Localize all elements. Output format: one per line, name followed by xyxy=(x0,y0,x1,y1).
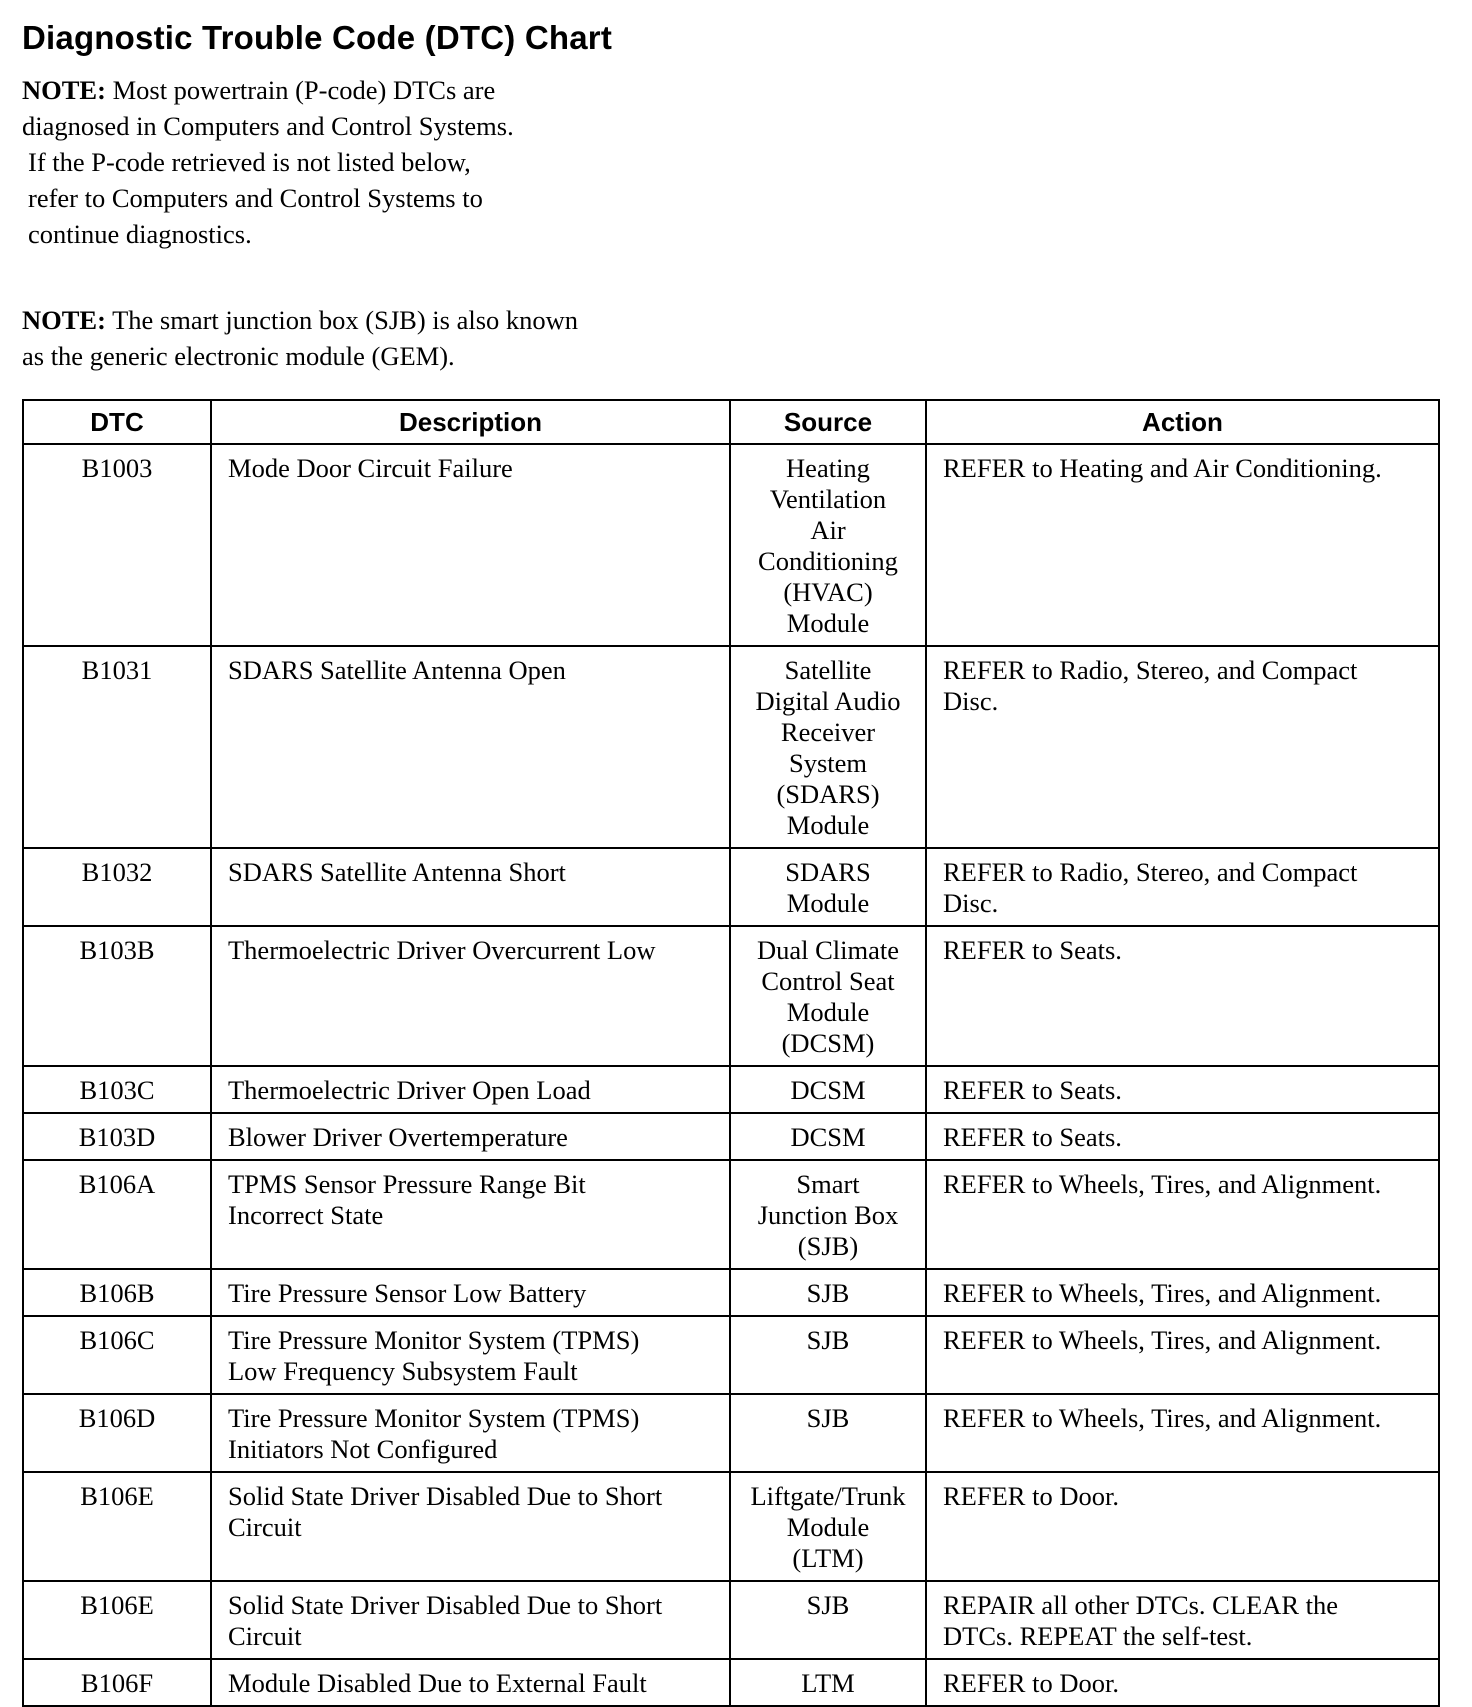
description-line: Blower Driver Overtemperature xyxy=(228,1122,568,1152)
source-line: (DCSM) xyxy=(781,1028,875,1058)
source-line: Module xyxy=(786,1512,870,1542)
action-line: REFER to Heating and Air Conditioning. xyxy=(943,453,1382,483)
source-cell xyxy=(730,1160,926,1269)
source-line: Module xyxy=(786,997,870,1027)
table-row xyxy=(23,848,1439,926)
action-line: REFER to Wheels, Tires, and Alignment. xyxy=(943,1278,1382,1308)
description-cell xyxy=(211,1581,730,1659)
source-line: (SJB) xyxy=(797,1231,859,1261)
action-cell xyxy=(926,1394,1439,1472)
source-line: Smart xyxy=(796,1169,860,1199)
description-line: Low Frequency Subsystem Fault xyxy=(228,1356,578,1386)
dtc-code-cell: B106F xyxy=(23,1659,211,1706)
source-line: DCSM xyxy=(790,1122,866,1152)
action-cell xyxy=(926,1472,1439,1581)
description-line: Solid State Driver Disabled Due to Short xyxy=(228,1481,663,1511)
source-cell xyxy=(730,1394,926,1472)
table-row xyxy=(23,1472,1439,1581)
action-line: REFER to Door. xyxy=(943,1668,1119,1698)
table-row xyxy=(23,1316,1439,1394)
source-line: Dual Climate xyxy=(756,935,900,965)
description-cell xyxy=(211,1659,730,1706)
action-cell xyxy=(926,1269,1439,1316)
dtc-table xyxy=(22,399,1440,1707)
note-text-line: The smart junction box (SJB) is also known xyxy=(112,305,579,335)
table-row xyxy=(23,1066,1439,1113)
action-line: REFER to Radio, Stereo, and Compact xyxy=(943,655,1358,685)
description-line: Incorrect State xyxy=(228,1200,384,1230)
source-line: Junction Box xyxy=(757,1200,899,1230)
note-label: NOTE: xyxy=(22,75,106,105)
dtc-code-cell: B106D xyxy=(23,1394,211,1472)
action-line: REFER to Wheels, Tires, and Alignment. xyxy=(943,1325,1382,1355)
dtc-code-cell: B103B xyxy=(23,926,211,1066)
description-line: Circuit xyxy=(228,1621,302,1651)
source-cell xyxy=(730,1066,926,1113)
action-cell xyxy=(926,1581,1439,1659)
dtc-code-cell: B1032 xyxy=(23,848,211,926)
description-line: Solid State Driver Disabled Due to Short xyxy=(228,1590,663,1620)
action-cell xyxy=(926,1160,1439,1269)
source-line: (HVAC) xyxy=(783,577,873,607)
source-line: Heating xyxy=(786,453,870,483)
description-line: Tire Pressure Monitor System (TPMS) xyxy=(228,1325,640,1355)
table-row xyxy=(23,1160,1439,1269)
action-line: REFER to Seats. xyxy=(943,1122,1122,1152)
action-cell xyxy=(926,646,1439,848)
table-body xyxy=(23,444,1439,1706)
description-line: Thermoelectric Driver Open Load xyxy=(228,1075,591,1105)
description-cell xyxy=(211,1113,730,1160)
source-cell xyxy=(730,848,926,926)
dtc-code-cell: B106B xyxy=(23,1269,211,1316)
dtc-code-cell: B106A xyxy=(23,1160,211,1269)
action-cell xyxy=(926,1659,1439,1706)
description-line: SDARS Satellite Antenna Short xyxy=(228,857,566,887)
description-line: Tire Pressure Sensor Low Battery xyxy=(228,1278,587,1308)
dtc-code-cell: B106E xyxy=(23,1581,211,1659)
description-line: SDARS Satellite Antenna Open xyxy=(228,655,566,685)
source-line: Receiver xyxy=(780,717,876,747)
source-cell xyxy=(730,1581,926,1659)
source-line: SJB xyxy=(806,1278,850,1308)
source-line: Digital Audio xyxy=(755,686,901,716)
description-cell xyxy=(211,646,730,848)
dtc-code-cell: B103C xyxy=(23,1066,211,1113)
table-row xyxy=(23,444,1439,646)
source-line: SJB xyxy=(806,1403,850,1433)
table-header-row xyxy=(23,400,1439,444)
source-line: Module xyxy=(786,810,870,840)
source-cell xyxy=(730,1659,926,1706)
table-row xyxy=(23,1659,1439,1706)
action-line: REFER to Radio, Stereo, and Compact xyxy=(943,857,1358,887)
description-cell xyxy=(211,1394,730,1472)
note-text-line: refer to Computers and Control Systems to xyxy=(28,183,483,213)
description-cell xyxy=(211,926,730,1066)
source-line: Satellite xyxy=(784,655,872,685)
action-cell xyxy=(926,926,1439,1066)
source-line: SJB xyxy=(806,1590,850,1620)
source-line: Air xyxy=(810,515,846,545)
note-text-line: Most powertrain (P-code) DTCs are xyxy=(112,75,496,105)
action-line: REFER to Seats. xyxy=(943,935,1122,965)
action-cell xyxy=(926,848,1439,926)
column-header-source: Source xyxy=(730,400,926,444)
table-row xyxy=(23,926,1439,1066)
source-cell xyxy=(730,646,926,848)
action-line: REFER to Wheels, Tires, and Alignment. xyxy=(943,1403,1382,1433)
action-cell xyxy=(926,1316,1439,1394)
dtc-code-cell: B106C xyxy=(23,1316,211,1394)
dtc-code-cell: B1031 xyxy=(23,646,211,848)
action-cell xyxy=(926,444,1439,646)
source-line: Module xyxy=(786,608,870,638)
dtc-code-cell: B106E xyxy=(23,1472,211,1581)
column-header-dtc: DTC xyxy=(23,400,211,444)
description-line: Mode Door Circuit Failure xyxy=(228,453,513,483)
source-cell xyxy=(730,1269,926,1316)
source-cell xyxy=(730,926,926,1066)
source-line: (SDARS) xyxy=(776,779,880,809)
table-row xyxy=(23,1394,1439,1472)
column-header-description: Description xyxy=(211,400,730,444)
description-line: Initiators Not Configured xyxy=(228,1434,498,1464)
table-row xyxy=(23,1269,1439,1316)
description-line: TPMS Sensor Pressure Range Bit xyxy=(228,1169,586,1199)
description-cell xyxy=(211,1316,730,1394)
dtc-code-cell: B1003 xyxy=(23,444,211,646)
note-sjb xyxy=(22,302,722,374)
page-title: Diagnostic Trouble Code (DTC) Chart xyxy=(22,19,613,56)
source-line: Ventilation xyxy=(769,484,887,514)
action-cell xyxy=(926,1113,1439,1160)
description-cell xyxy=(211,848,730,926)
table-row xyxy=(23,1581,1439,1659)
description-cell xyxy=(211,1160,730,1269)
description-line: Module Disabled Due to External Fault xyxy=(228,1668,647,1698)
table-row xyxy=(23,646,1439,848)
action-line: Disc. xyxy=(943,888,999,918)
action-line: REFER to Wheels, Tires, and Alignment. xyxy=(943,1169,1382,1199)
source-cell xyxy=(730,1472,926,1581)
source-cell xyxy=(730,1113,926,1160)
source-line: (LTM) xyxy=(792,1543,864,1573)
action-line: REPAIR all other DTCs. CLEAR the xyxy=(943,1590,1339,1620)
note-text-line: If the P-code retrieved is not listed below, xyxy=(28,147,471,177)
note-text-line: continue diagnostics. xyxy=(28,219,252,249)
source-cell xyxy=(730,444,926,646)
description-line: Circuit xyxy=(228,1512,302,1542)
source-line: Module xyxy=(786,888,870,918)
source-line: Control Seat xyxy=(761,966,895,996)
source-line: SDARS xyxy=(785,857,871,887)
description-line: Thermoelectric Driver Overcurrent Low xyxy=(228,935,656,965)
action-cell xyxy=(926,1066,1439,1113)
table-row xyxy=(23,1113,1439,1160)
column-header-action: Action xyxy=(926,400,1439,444)
note-powertrain xyxy=(22,72,642,252)
source-line: Liftgate/Trunk xyxy=(750,1481,906,1511)
action-line: Disc. xyxy=(943,686,999,716)
source-cell xyxy=(730,1316,926,1394)
dtc-code-cell: B103D xyxy=(23,1113,211,1160)
description-line: Tire Pressure Monitor System (TPMS) xyxy=(228,1403,640,1433)
source-line: DCSM xyxy=(790,1075,866,1105)
note-label: NOTE: xyxy=(22,305,106,335)
action-line: REFER to Seats. xyxy=(943,1075,1122,1105)
source-line: Conditioning xyxy=(758,546,898,576)
description-cell xyxy=(211,1472,730,1581)
description-cell xyxy=(211,1066,730,1113)
action-line: DTCs. REPEAT the self-test. xyxy=(943,1621,1253,1651)
note-text-line: as the generic electronic module (GEM). xyxy=(22,341,455,371)
description-cell xyxy=(211,444,730,646)
description-cell xyxy=(211,1269,730,1316)
note-text-line: diagnosed in Computers and Control Systems. xyxy=(22,111,514,141)
source-line: LTM xyxy=(801,1668,855,1698)
source-line: System xyxy=(788,748,868,778)
source-line: SJB xyxy=(806,1325,850,1355)
action-line: REFER to Door. xyxy=(943,1481,1119,1511)
